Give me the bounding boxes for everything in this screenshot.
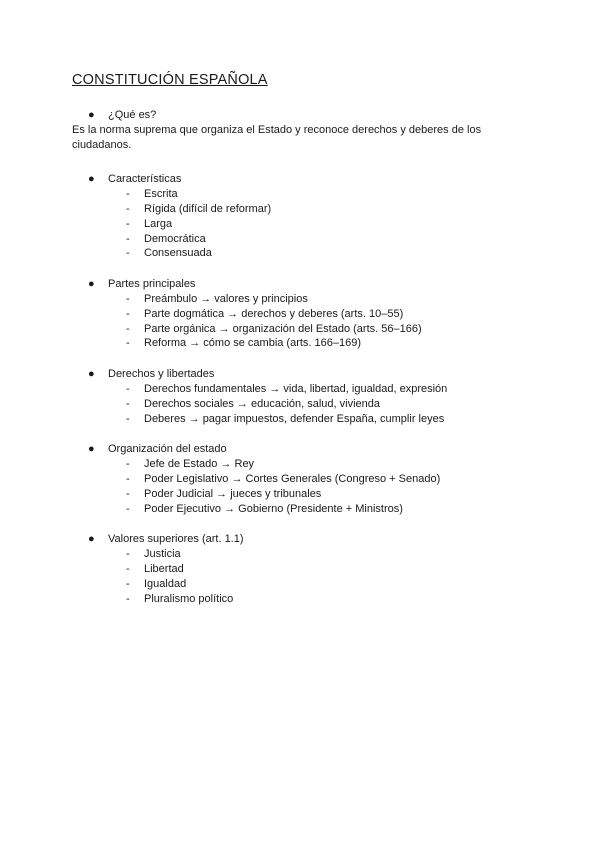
dash-icon: -	[126, 397, 130, 410]
list-item-text: Consensuada	[144, 247, 212, 260]
list-item	[72, 592, 532, 607]
list-item-text: Igualdad	[144, 577, 187, 590]
dash-icon: -	[126, 562, 130, 575]
list-item	[72, 487, 532, 502]
section-items	[72, 382, 532, 426]
dash-icon: -	[126, 202, 130, 215]
list-item	[72, 457, 532, 472]
section-items	[72, 457, 532, 516]
document-title: CONSTITUCIÓN ESPAÑOLA	[72, 72, 268, 88]
list-item-text: Jefe de Estado → Rey	[144, 458, 255, 471]
section-items	[72, 187, 532, 261]
list-item-text: Reforma → cómo se cambia (arts. 166–169)	[144, 337, 362, 350]
dash-icon: -	[126, 247, 130, 260]
list-item-text: Derechos sociales → educación, salud, vivienda	[144, 397, 381, 410]
bullet-icon: ●	[88, 443, 95, 456]
bullet-icon: ●	[88, 109, 95, 121]
list-item	[72, 232, 532, 247]
list-item	[72, 502, 532, 517]
section-items	[72, 547, 532, 606]
section-items	[72, 292, 532, 351]
bullet-icon: ●	[88, 173, 95, 186]
section-heading-text: Valores superiores (art. 1.1)	[108, 533, 244, 546]
list-item	[72, 382, 532, 397]
intro-answer: Es la norma suprema que organiza el Estado y reconoce derechos y deberes de los ciudadanos.	[72, 123, 482, 151]
list-item	[72, 412, 532, 427]
section-heading-text: Características	[108, 173, 182, 186]
section	[72, 172, 532, 261]
list-item	[72, 547, 532, 562]
section-heading-text: Organización del estado	[108, 443, 227, 456]
section-heading	[72, 367, 532, 382]
list-item	[72, 577, 532, 592]
section-heading	[72, 532, 532, 547]
list-item-text: Larga	[144, 217, 173, 230]
list-item	[72, 292, 532, 307]
list-item-text: Poder Legislativo → Cortes Generales (Congreso + Senado)	[144, 472, 441, 485]
list-item-text: Derechos fundamentales → vida, libertad, igualdad, expresión	[144, 382, 448, 395]
list-item-text: Parte orgánica → organización del Estado (arts. 56–166)	[144, 322, 422, 335]
list-item-text: Democrática	[144, 232, 206, 245]
list-item	[72, 217, 532, 232]
dash-icon: -	[126, 548, 130, 561]
list-item	[72, 562, 532, 577]
dash-icon: -	[126, 487, 130, 500]
dash-icon: -	[126, 188, 130, 201]
list-item	[72, 322, 532, 337]
list-item	[72, 202, 532, 217]
section-heading-text: Partes principales	[108, 278, 196, 291]
section-heading	[72, 442, 532, 457]
sections-container	[72, 172, 532, 606]
document-page	[72, 70, 532, 606]
intro-question	[72, 108, 532, 123]
section	[72, 277, 532, 351]
list-item-text: Pluralismo político	[144, 592, 234, 605]
list-item	[72, 397, 532, 412]
section-heading	[72, 277, 532, 292]
list-item-text: Preámbulo → valores y principios	[144, 292, 308, 305]
dash-icon: -	[126, 382, 130, 395]
dash-icon: -	[126, 502, 130, 515]
dash-icon: -	[126, 292, 130, 305]
section-heading-text: Derechos y libertades	[108, 368, 215, 381]
bullet-icon: ●	[88, 278, 95, 291]
bullet-icon: ●	[88, 533, 95, 546]
bullet-icon: ●	[88, 368, 95, 381]
list-item-text: Justicia	[144, 548, 181, 561]
list-item-text: Escrita	[144, 188, 178, 201]
dash-icon: -	[126, 232, 130, 245]
dash-icon: -	[126, 322, 130, 335]
list-item-text: Rígida (difícil de reformar)	[144, 202, 272, 215]
list-item-text: Libertad	[144, 562, 184, 575]
list-item	[72, 336, 532, 351]
dash-icon: -	[126, 337, 130, 350]
dash-icon: -	[126, 472, 130, 485]
list-item-text: Deberes → pagar impuestos, defender España, cumplir leyes	[144, 412, 445, 425]
dash-icon: -	[126, 592, 130, 605]
list-item	[72, 472, 532, 487]
dash-icon: -	[126, 412, 130, 425]
list-item	[72, 187, 532, 202]
dash-icon: -	[126, 458, 130, 471]
list-item-text: Poder Ejecutivo → Gobierno (Presidente + Ministros)	[144, 502, 403, 515]
list-item	[72, 246, 532, 261]
section	[72, 532, 532, 606]
section	[72, 367, 532, 426]
list-item-text: Parte dogmática → derechos y deberes (arts. 10–55)	[144, 307, 404, 320]
dash-icon: -	[126, 577, 130, 590]
dash-icon: -	[126, 307, 130, 320]
section-heading	[72, 172, 532, 187]
list-item	[72, 307, 532, 322]
list-item-text: Poder Judicial → jueces y tribunales	[144, 487, 322, 500]
intro-question-text: ¿Qué es?	[108, 109, 157, 121]
section	[72, 442, 532, 516]
dash-icon: -	[126, 217, 130, 230]
